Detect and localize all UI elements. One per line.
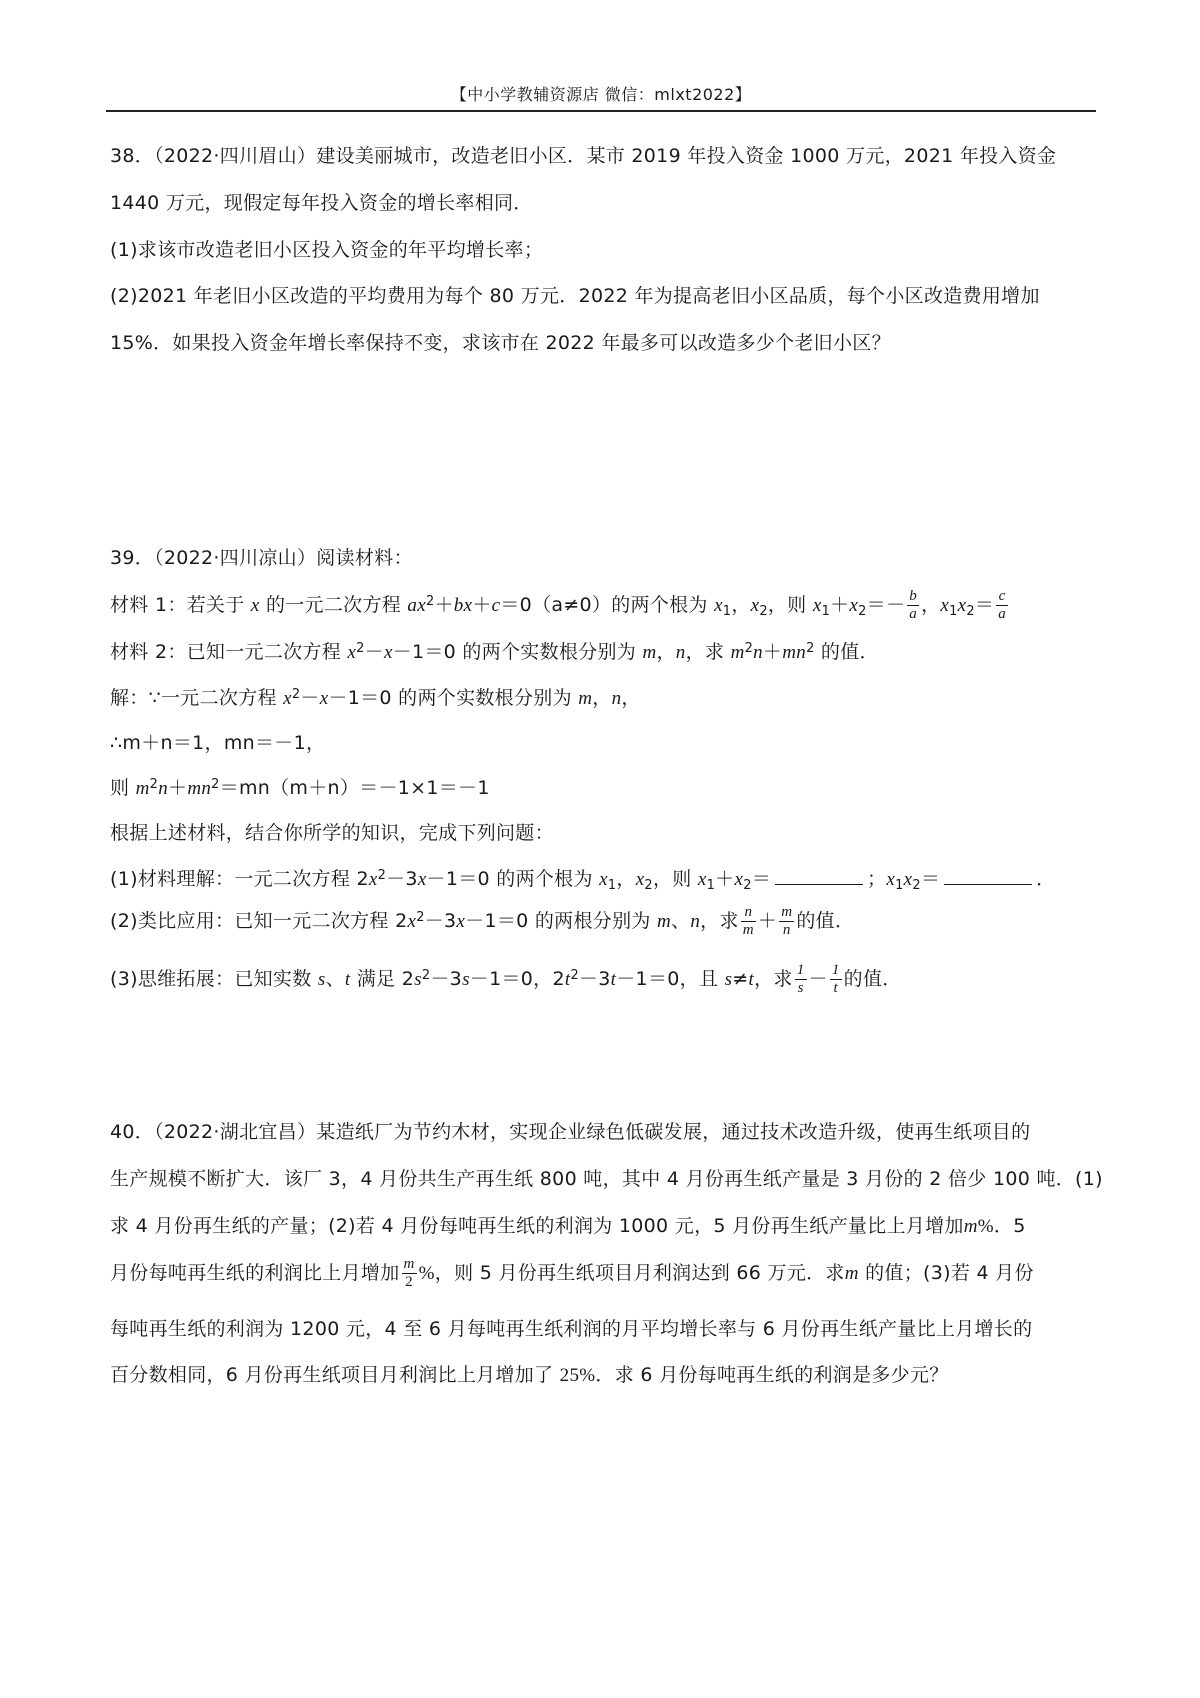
fraction-n-over-m: $\frac{n}{m}$ xyxy=(742,904,754,938)
q40-line-5: 每吨再生纸的利润为 1200 元，4 至 6 月每吨再生纸利润的月平均增长率与 6 月份再生纸产量比上月增长的 xyxy=(110,1318,1033,1340)
q39-solution-line-2: ∴m＋n＝1，mn＝－1， xyxy=(110,732,326,754)
fraction-c-over-a: $\frac{c}{a}$ xyxy=(998,588,1006,622)
fraction-m-over-n: $\frac{m}{n}$ xyxy=(781,904,793,938)
q38-part-2-line-1: (2)2021 年老旧小区改造的平均费用为每个 80 万元．2022 年为提高老旧小区品质，每个小区改造费用增加 xyxy=(110,285,1040,307)
q40-line-6: 百分数相同，6 月份再生纸项目月利润比上月增加了 25%．求 6 月份每吨再生纸的利润是多少元？ xyxy=(110,1364,949,1386)
fraction-1-over-t: $\frac{1}{t}$ xyxy=(831,962,840,996)
q39-solution-line-3: 则 $m^2n+mn^2=mn(m+n)=-1\times 1=-1$ xyxy=(110,776,490,799)
q38-line-2: 1440 万元，现假定每年投入资金的增长率相同． xyxy=(110,192,533,214)
q39-material-2: 材料 2：已知一元二次方程 $x^2-x-1=0$ 的两个实数根分别为 m，n，求 $m^2n+mn^2$ 的值． xyxy=(110,640,879,663)
fraction-1-over-s: $\frac{1}{s}$ xyxy=(796,962,805,996)
header-divider xyxy=(106,110,1096,112)
q39-title: 39．（2022·四川凉山）阅读材料： xyxy=(110,547,413,569)
q38-line-1: 38．（2022·四川眉山）建设美丽城市，改造老旧小区．某市 2019 年投入资金 1000 万元，2021 年投入资金 xyxy=(110,145,1057,167)
q39-part-1: (1)材料理解：一元二次方程 $2x^2-3x-1=0$ 的两个根为 $x_1$，$x_2$，则 $x_1+x_2=$ ；$x_1x_2=$ ． xyxy=(110,867,1056,893)
q39-part-2: (2)类比应用：已知一元二次方程 $2x^2-3x-1=0$ 的两根分别为 m、n，求 $\frac{n}{m}$ ＋ $\frac{m}{n}$ 的值． xyxy=(110,904,855,938)
q39-material-1: 材料 1：若关于 x 的一元二次方程 $ax^2+bx+c=0(a\ne 0)$的两个根为 $x_1$，$x_2$，则 $x_1+x_2=-$ $\frac{b}{a}$ ，$x_1x_2=$ $\frac{c}{a}$ xyxy=(110,588,1006,622)
q40-line-1: 40．（2022·湖北宜昌）某造纸厂为节约木材，实现企业绿色低碳发展，通过技术改造升级，使再生纸项目的 xyxy=(110,1121,1031,1143)
q40-line-4: 月份每吨再生纸的利润比上月增加 $\frac{m}{2}$ %，则 5 月份再生纸项目月利润达到 66 万元．求m 的值；(3)若 4 月份 xyxy=(110,1256,1034,1290)
q40-line-3: 求 4 月份再生纸的产量；(2)若 4 月份每吨再生纸的利润为 1000 元，5 月份再生纸产量比上月增加m%．5 xyxy=(110,1215,1026,1237)
answer-blank-product[interactable] xyxy=(944,866,1032,885)
page-header: 【中小学教辅资源店 微信：mlxt2022】 xyxy=(450,85,752,104)
fraction-b-over-a: $\frac{b}{a}$ xyxy=(909,588,918,622)
answer-blank-sum[interactable] xyxy=(775,866,863,885)
q39-instruction: 根据上述材料，结合你所学的知识，完成下列问题： xyxy=(110,822,554,844)
q38-part-2-line-2: 15%．如果投入资金年增长率保持不变，求该市在 2022 年最多可以改造多少个老旧小区？ xyxy=(110,332,891,354)
fraction-m-over-2: $\frac{m}{2}$ xyxy=(403,1256,415,1290)
q40-line-2: 生产规模不断扩大．该厂 3，4 月份共生产再生纸 800 吨，其中 4 月份再生纸产量是 3 月份的 2 倍少 100 吨．(1) xyxy=(110,1168,1103,1190)
q39-solution-line-1: 解：∵一元二次方程 $x^2-x-1=0$ 的两个实数根分别为 m，n， xyxy=(110,686,641,709)
q39-part-3: (3)思维拓展：已知实数 s、t 满足 $2s^2-3s-1=0$，$2t^2-3t-1=0$，且 s≠t，求 $\frac{1}{s}$ － $\frac{1}{t}$ 的值． xyxy=(110,962,902,996)
q38-part-1: (1)求该市改造老旧小区投入资金的年平均增长率； xyxy=(110,239,544,261)
